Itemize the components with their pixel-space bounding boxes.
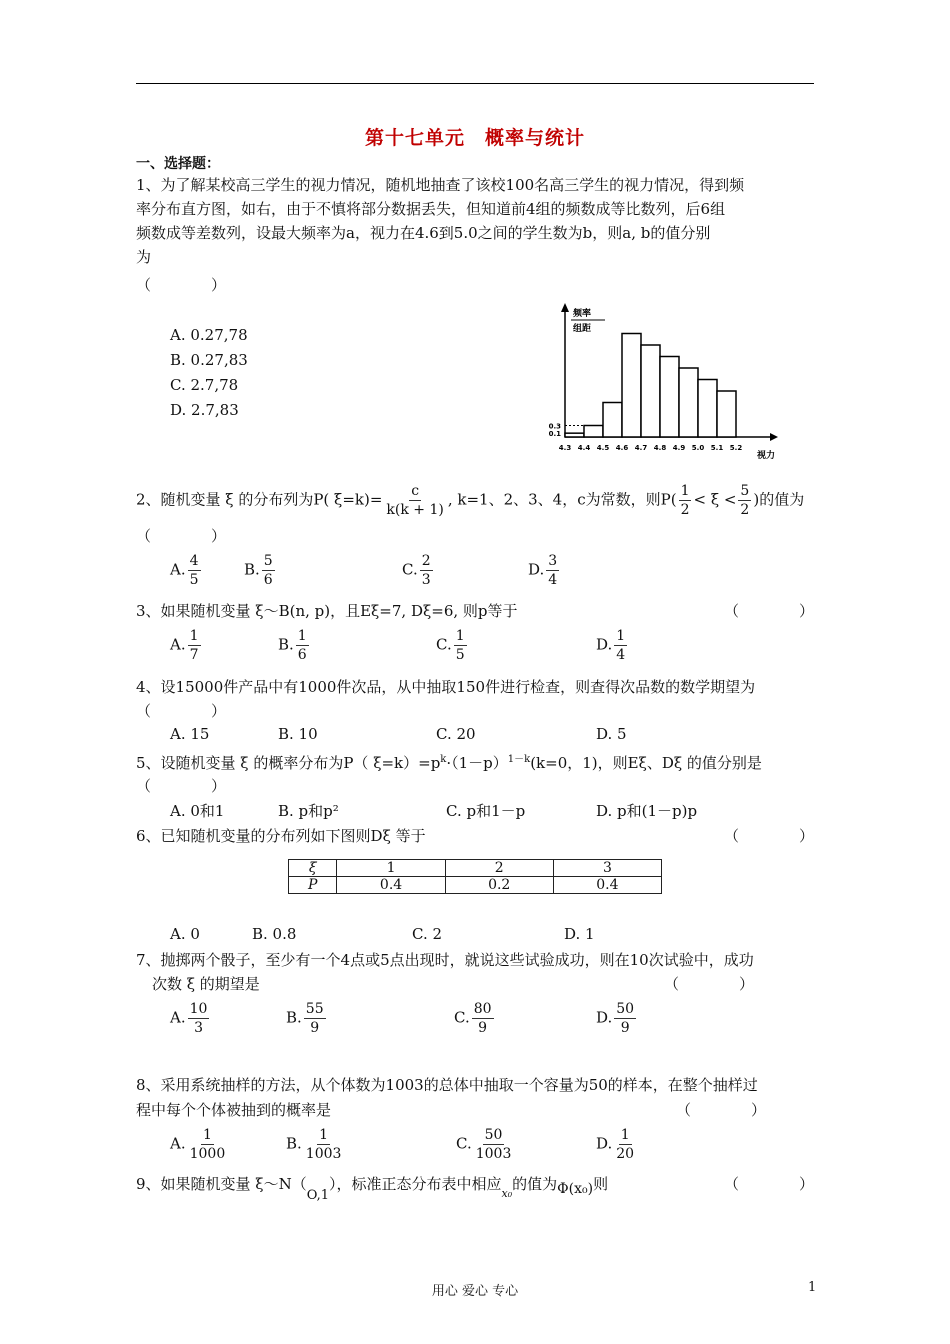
q1-option-c: C. 2.7,78: [170, 376, 239, 394]
q4-answer-paren: （ ）: [136, 702, 227, 720]
option-den: 4: [548, 572, 558, 588]
option-num: 1: [616, 628, 626, 644]
option-num: 1: [455, 628, 465, 644]
table-cell: ξ: [289, 860, 337, 877]
q2-f2-den: 2: [740, 502, 750, 518]
question-9: [136, 1173, 609, 1203]
option-label: C.: [456, 1134, 472, 1153]
histogram-bar: [565, 433, 584, 437]
q9-text-a: 9、如果随机变量 ξ～N（: [136, 1175, 307, 1193]
q2-middle: , k=1、2、3、4，c为常数，则P(: [447, 490, 677, 509]
q2-f1-den: 2: [680, 502, 690, 518]
header-rule: [136, 83, 814, 84]
histogram-bar: [622, 334, 641, 438]
option-den: 1003: [475, 1146, 512, 1162]
q8-option-c: [456, 1126, 515, 1163]
option-label: B.: [286, 1134, 302, 1153]
q2-fraction-upper: [738, 482, 751, 519]
q3-answer-paren: （ ）: [724, 602, 815, 620]
q7-option-d: [596, 1000, 638, 1037]
q8-answer-paren: （ ）: [676, 1101, 767, 1119]
x-tick-label: 4.3: [558, 444, 572, 452]
x-tick-label: 4.5: [596, 444, 610, 452]
q1-option-d: D. 2.7,83: [170, 401, 239, 419]
question-7-line-1: 7、抛掷两个骰子，至少有一个4点或5点出现时，就说这些试验成功，则在10次试验中，成功: [136, 951, 754, 969]
q7-option-a: [170, 1000, 211, 1037]
y-axis-label-bottom: 组距: [573, 324, 592, 334]
q3-option-a: [170, 627, 203, 664]
option-den: 5: [455, 647, 465, 663]
q3-option-c: [436, 627, 469, 664]
q9-text-d: 则: [593, 1175, 609, 1193]
distribution-table: [288, 859, 662, 894]
option-label: B.: [244, 560, 260, 579]
option-den: 9: [310, 1020, 320, 1036]
question-8-line-2: 程中每个个体被抽到的概率是: [136, 1101, 332, 1119]
question-4: 4、设15000件产品中有1000件次品，从中抽取150件进行检查，则查得次品数的数学期望为: [136, 678, 756, 696]
histogram-bar: [641, 345, 660, 437]
q2-option-d: [528, 552, 561, 589]
histogram-bar: [679, 368, 698, 437]
q5-text-c: (k=0，1)，则Eξ、Dξ 的值分别是: [530, 754, 762, 772]
q2-inequality: < ξ <: [693, 490, 737, 509]
question-2: [136, 482, 804, 519]
option-den: 3: [194, 1020, 203, 1036]
table-cell: 0.4: [337, 877, 445, 894]
table-row: [289, 877, 662, 894]
x-tick-label: 5.0: [691, 444, 705, 452]
q2-suffix: )的值为: [753, 490, 805, 509]
x-axis-arrow: [770, 433, 778, 441]
option-label: B.: [278, 635, 294, 654]
q2-option-a: [170, 552, 203, 589]
q9-phi: Φ(x₀): [557, 1181, 594, 1197]
table-cell: 0.2: [445, 877, 553, 894]
question-3: 3、如果随机变量 ξ～B(n, p)，且Eξ=7, Dξ=6, 则p等于: [136, 602, 518, 620]
option-den: 1000: [189, 1146, 226, 1162]
q6-option-c: C. 2: [412, 925, 443, 943]
q1-line: 频数成等差数列，设最大频率为a，视力在4.6到5.0之间的学生数为b，则a, b的值分别: [136, 224, 711, 242]
q5-option-b: B. p和p²: [278, 802, 339, 820]
q9-answer-paren: （ ）: [724, 1175, 815, 1193]
option-den: 4: [616, 647, 626, 663]
q2-frac-denominator: k(k + 1): [386, 502, 444, 518]
table-cell: 2: [445, 860, 553, 877]
option-label: A.: [170, 560, 186, 579]
q2-option-c: [402, 552, 435, 589]
table-cell: P: [289, 877, 337, 894]
q5-option-c: C. p和1－p: [446, 802, 526, 820]
q9-params: O,1: [306, 1188, 330, 1203]
table-cell: 1: [337, 860, 445, 877]
x-tick-label: 5.1: [710, 444, 724, 452]
option-den: 20: [616, 1146, 635, 1162]
x-axis-label: 视力: [757, 451, 776, 461]
question-8-line-1: 8、采用系统抽样的方法，从个体数为1003的总体中抽取一个容量为50的样本，在整个抽样过: [136, 1076, 758, 1094]
option-den: 7: [189, 647, 199, 663]
q6-option-d: D. 1: [564, 925, 595, 943]
option-den: 3: [421, 572, 431, 588]
option-label: A.: [170, 635, 186, 654]
option-num: 5: [263, 553, 273, 569]
q4-option-a: A. 15: [170, 725, 210, 743]
q8-option-b: [286, 1126, 345, 1163]
option-label: D.: [596, 1134, 613, 1153]
q5-text-b: ·（1－p）: [446, 754, 508, 772]
option-num: 1: [620, 1127, 630, 1143]
q4-option-d: D. 5: [596, 725, 627, 743]
x-tick-label: 4.8: [653, 444, 667, 452]
histogram-bar: [698, 380, 717, 438]
option-num: 1: [297, 628, 307, 644]
q5-sup-k: k: [440, 754, 447, 765]
frequency-histogram: [540, 300, 780, 465]
question-1: [136, 173, 816, 269]
page-title: 第十七单元 概率与统计: [364, 127, 585, 149]
q2-f2-num: 5: [740, 483, 750, 499]
option-label: D.: [596, 635, 613, 654]
q6-answer-paren: （ ）: [724, 827, 815, 845]
option-label: D.: [528, 560, 545, 579]
option-den: 1003: [305, 1146, 342, 1162]
q9-text-c: 的值为: [512, 1175, 558, 1193]
q5-sup-1-k: 1－k: [507, 754, 531, 765]
x-tick-label: 5.2: [729, 444, 743, 452]
histogram-bar: [717, 391, 736, 437]
option-label: A.: [170, 1134, 186, 1153]
page-footer: 用心 爱心 专心: [431, 1284, 519, 1299]
q4-option-b: B. 10: [278, 725, 318, 743]
q3-option-b: [278, 627, 311, 664]
option-num: 10: [189, 1001, 208, 1017]
q9-x0: x₀: [501, 1187, 513, 1200]
q5-option-d: D. p和(1－p)p: [596, 802, 698, 820]
histogram-bar: [584, 426, 603, 438]
table-cell: 0.4: [553, 877, 661, 894]
option-num: 3: [548, 553, 558, 569]
x-tick-label: 4.7: [634, 444, 648, 452]
option-label: A.: [170, 1008, 186, 1027]
q9-text-b: ），标准正态分布表中相应: [329, 1175, 502, 1193]
q1-line: 为: [136, 248, 152, 266]
q2-answer-paren: （ ）: [136, 527, 227, 545]
option-den: 6: [263, 572, 273, 588]
option-den: 6: [297, 647, 307, 663]
option-label: D.: [596, 1008, 613, 1027]
q2-option-b: [244, 552, 277, 589]
q8-option-a: [170, 1126, 229, 1163]
option-num: 50: [484, 1127, 503, 1143]
option-num: 1: [202, 1127, 212, 1143]
option-label: C.: [454, 1008, 470, 1027]
q5-text-a: 5、设随机变量 ξ 的概率分布为P（ ξ=k）=p: [136, 754, 441, 772]
option-num: 80: [473, 1001, 492, 1017]
option-label: C.: [436, 635, 452, 654]
histogram-bar: [660, 357, 679, 438]
q7-answer-paren: （ ）: [664, 975, 755, 993]
section-heading: 一、选择题：: [136, 156, 220, 172]
option-num: 4: [189, 553, 199, 569]
option-num: 1: [189, 628, 199, 644]
q5-answer-paren: （ ）: [136, 777, 227, 795]
q1-line: 1、为了解某校高三学生的视力情况，随机地抽查了该校100名高三学生的视力情况，得到频: [136, 176, 745, 194]
q4-option-c: C. 20: [436, 725, 476, 743]
q7-option-c: [454, 1000, 496, 1037]
q1-option-b: B. 0.27,83: [170, 351, 248, 369]
q1-line: 率分布直方图，如右，由于不慎将部分数据丢失，但知道前4组的频数成等比数列，后6组: [136, 200, 726, 218]
q7-option-b: [286, 1000, 328, 1037]
y-tick-label: 0.1: [548, 430, 561, 439]
histogram-bar: [603, 403, 622, 438]
q2-fraction-lower: [679, 482, 692, 519]
option-num: 1: [319, 1127, 329, 1143]
x-tick-label: 4.4: [577, 444, 591, 452]
y-axis-arrow: [561, 303, 569, 312]
option-num: 55: [305, 1001, 324, 1017]
q6-option-b: B. 0.8: [252, 925, 297, 943]
option-den: 5: [189, 572, 199, 588]
q2-frac-numerator: c: [411, 483, 420, 499]
question-5: [136, 750, 762, 773]
y-tick-label: 0.3: [548, 422, 561, 431]
q5-option-a: A. 0和1: [170, 802, 225, 820]
q3-option-d: [596, 627, 629, 664]
question-6: 6、已知随机变量的分布列如下图则Dξ 等于: [136, 827, 426, 845]
q8-option-d: [596, 1126, 638, 1163]
q2-fraction: [384, 482, 445, 519]
option-num: 50: [616, 1001, 635, 1017]
q6-option-a: A. 0: [170, 925, 200, 943]
option-num: 2: [421, 553, 431, 569]
x-tick-label: 4.6: [615, 444, 629, 452]
x-tick-label: 4.9: [672, 444, 686, 452]
option-den: 9: [620, 1020, 630, 1036]
option-label: B.: [286, 1008, 302, 1027]
option-den: 9: [478, 1020, 488, 1036]
page-number: 1: [808, 1280, 817, 1295]
question-7-line-2: 次数 ξ 的期望是: [152, 975, 260, 993]
table-row: [289, 860, 662, 877]
table-cell: 3: [553, 860, 661, 877]
option-label: C.: [402, 560, 418, 579]
q1-answer-paren: （ ）: [136, 276, 227, 294]
y-axis-label-top: 频率: [573, 309, 592, 319]
q2-f1-num: 1: [680, 483, 690, 499]
q2-prefix: 2、随机变量 ξ 的分布列为P( ξ=k)=: [136, 490, 383, 509]
q1-option-a: A. 0.27,78: [170, 326, 248, 344]
